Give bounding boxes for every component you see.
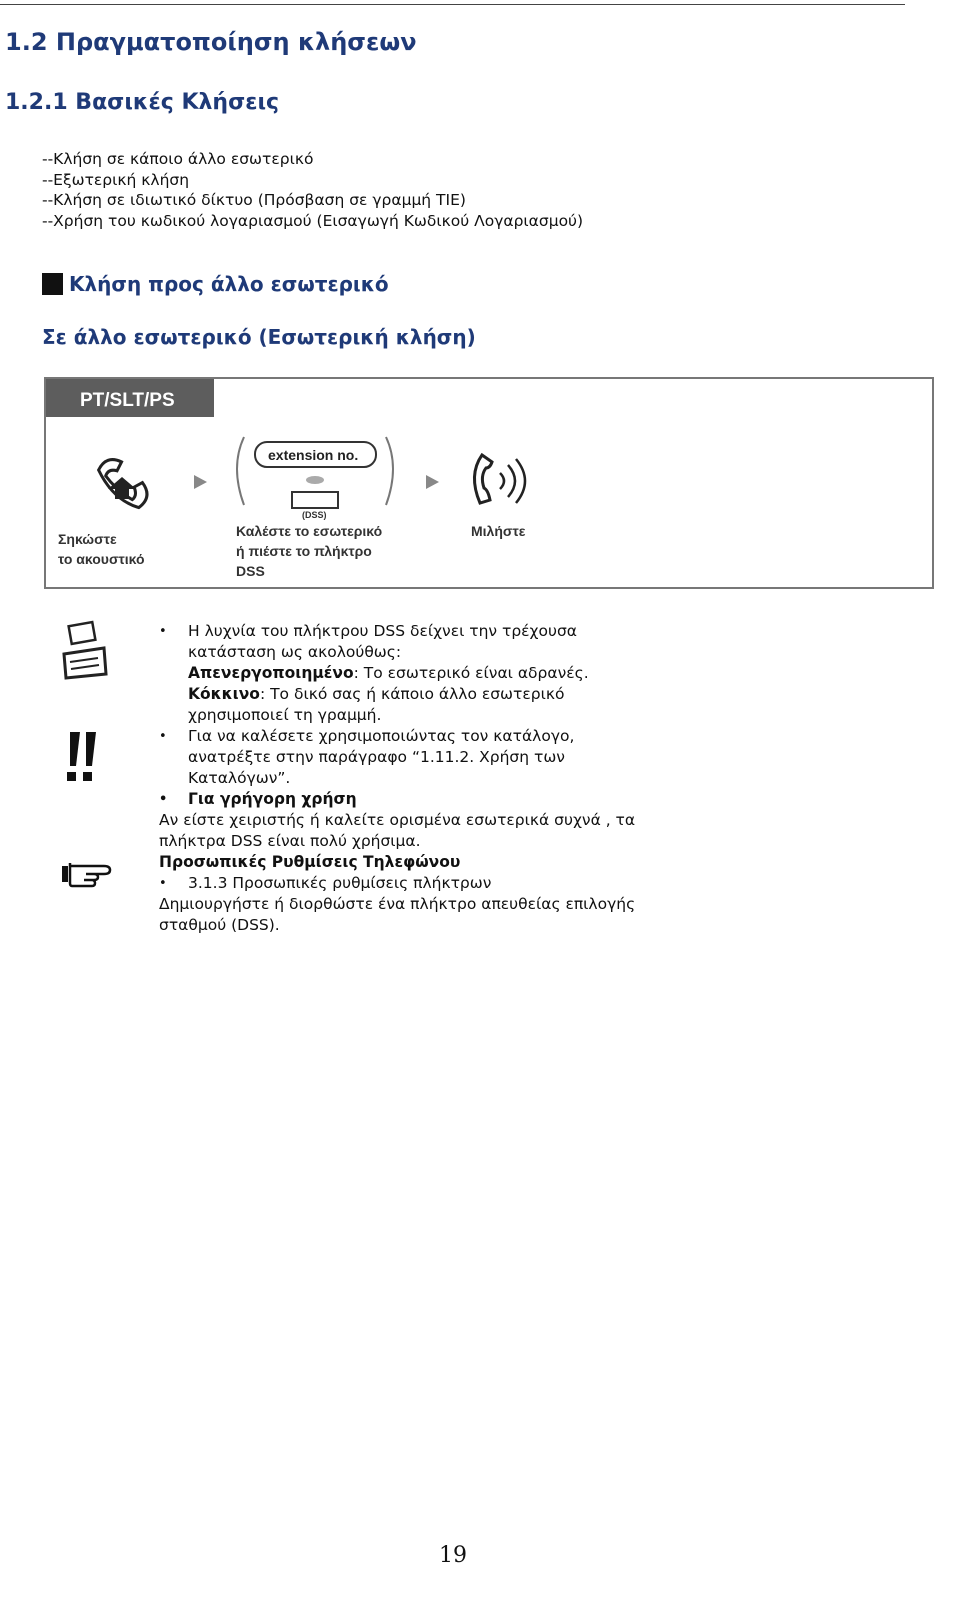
notepad-icon [58, 618, 112, 682]
notes-section [159, 621, 649, 936]
dss-key-icon [292, 492, 338, 508]
note-directory-line1: • Για να καλέσετε χρησιμοποιώντας τον κατάλογο, [159, 726, 649, 747]
quick-use-line1: Αν είστε χειριστής ή καλείτε ορισμένα εσωτερικά συχνά , τα [159, 811, 636, 829]
step2-label-line3: DSS [236, 563, 265, 579]
contents-list [42, 149, 583, 231]
note-dss-line2: κατάσταση ως ακολούθως: [188, 643, 402, 661]
pointing-hand-icon [60, 860, 114, 888]
contents-item: --Εξωτερική κλήση [42, 170, 190, 189]
step1-label-line1: Σηκώστε [58, 531, 117, 547]
topic-heading [42, 272, 389, 296]
contents-item: --Κλήση σε κάποιο άλλο εσωτερικό [42, 150, 314, 168]
reference-item: • 3.1.3 Προσωπικές ρυθμίσεις πλήκτρων [159, 873, 649, 894]
contents-item: --Χρήση του κωδικού λογαριασμού (Εισαγωγή Κωδικού Λογαριασμού) [42, 211, 584, 230]
note-directory-line2: ανατρέξτε στην παράγραφο “1.11.2. Χρήση των [188, 748, 565, 766]
topic-subtitle: Σε άλλο εσωτερικό (Εσωτερική κλήση) [42, 325, 476, 349]
top-rule [0, 4, 905, 5]
extension-key-label: extension no. [268, 447, 359, 463]
topic-title: Κλήση προς άλλο εσωτερικό [69, 272, 389, 296]
section-title: 1.2 Πραγματοποίηση κλήσεων [5, 28, 417, 56]
status-red-line2: χρησιμοποιεί τη γραμμή. [188, 706, 382, 724]
subsection-title: 1.2.1 Βασικές Κλήσεις [5, 90, 280, 115]
quick-use-title: • Για γρήγορη χρήση [159, 789, 649, 810]
exclamation-icon [62, 730, 104, 786]
status-off-row [159, 663, 649, 684]
status-off-term: Απενεργοποιημένο [188, 664, 354, 682]
page-number: 19 [439, 1543, 467, 1568]
reference-title: Προσωπικές Ρυθμίσεις Τηλεφώνου [159, 853, 461, 871]
figure-tab-label: PT/SLT/PS [80, 390, 175, 411]
status-red-row [159, 684, 649, 705]
square-bullet-icon [42, 273, 63, 295]
step2-label-line1: Καλέστε το εσωτερικό [236, 523, 383, 539]
status-red-text: : Το δικό σας ή κάποιο άλλο εσωτερικό [259, 685, 565, 703]
step2-label-line2: ή πιέστε το πλήκτρο [236, 543, 372, 559]
status-off-text: : Το εσωτερικό είναι αδρανές. [353, 664, 589, 682]
led-icon [306, 476, 324, 484]
dss-key-label: (DSS) [302, 510, 327, 520]
status-red-term: Κόκκινο [188, 685, 260, 703]
note-dss-line1: • Η λυχνία του πλήκτρου DSS δείχνει την τρέχουσα [159, 621, 649, 642]
reference-line1: Δημιουργήστε ή διορθώστε ένα πλήκτρο απευθείας επιλογής [159, 895, 636, 913]
quick-use-line2: πλήκτρα DSS είναι πολύ χρήσιμα. [159, 832, 421, 850]
reference-line2: σταθμού (DSS). [159, 916, 280, 934]
step3-label: Μιλήστε [471, 523, 526, 539]
contents-item: --Κλήση σε ιδιωτικό δίκτυο (Πρόσβαση σε γραμμή TIE) [42, 191, 466, 209]
step1-label-line2: το ακουστικό [58, 551, 145, 567]
note-directory-line3: Καταλόγων”. [188, 769, 291, 787]
procedure-figure [44, 377, 934, 589]
